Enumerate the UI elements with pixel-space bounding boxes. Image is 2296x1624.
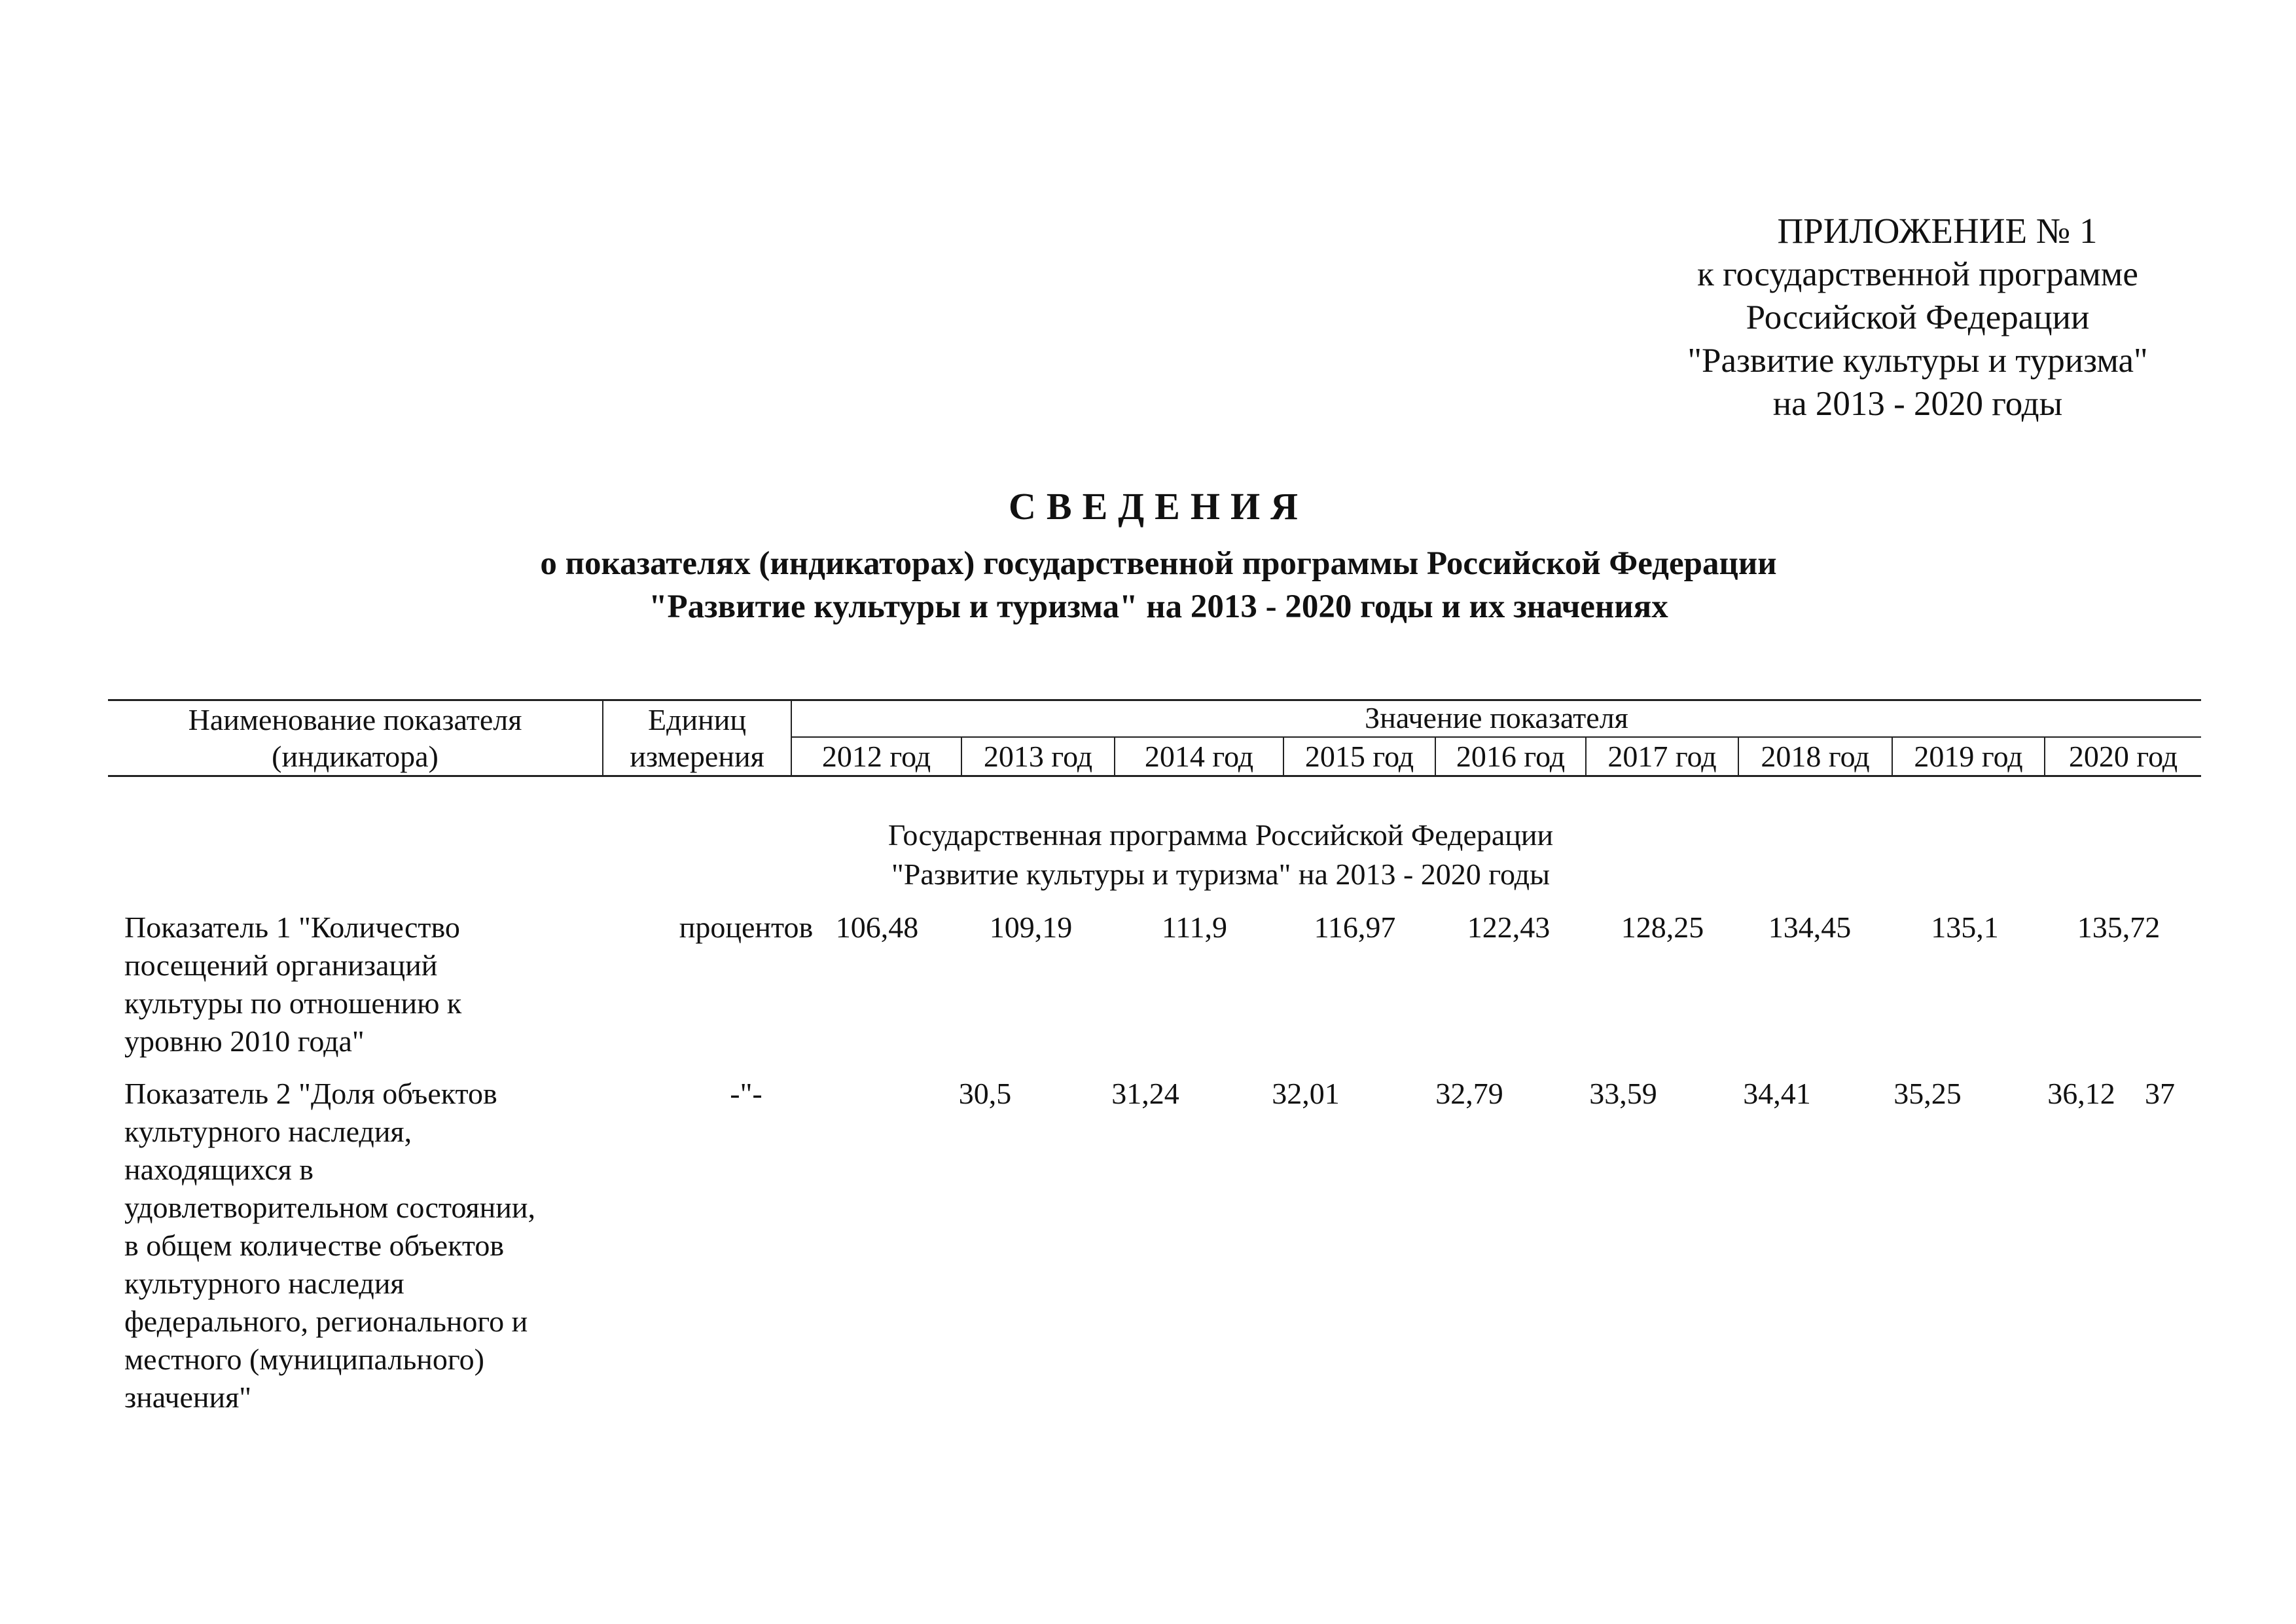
table-row-unit: процентов	[679, 911, 814, 944]
table-cell-value: 111,9	[1161, 911, 1228, 944]
years-header-rule	[792, 736, 2201, 738]
row-name-line: местного (муниципального)	[124, 1343, 484, 1376]
appendix-line-program: к государственной программе	[1697, 255, 2138, 293]
year-header: 2012 год	[821, 740, 931, 773]
subtitle-line-2: "Развитие культуры и туризма" на 2013 - 2020 годы и их значениях	[649, 588, 1668, 625]
table-cell-value: 37	[2145, 1077, 2175, 1110]
year-header: 2014 год	[1144, 740, 1254, 773]
header-unit-line-2: измерения	[630, 740, 764, 773]
appendix-block	[1623, 209, 2212, 425]
header-name	[108, 702, 602, 775]
year-header: 2019 год	[1914, 740, 2023, 773]
table-cell-value: 116,97	[1314, 911, 1396, 944]
row-name-line: уровню 2010 года"	[124, 1024, 365, 1058]
year-header: 2020 год	[2068, 740, 2178, 773]
table-cell-value: 128,25	[1621, 911, 1704, 944]
document-subtitle	[0, 542, 2296, 628]
document-title: СВЕДЕНИЯ	[1009, 485, 1308, 528]
header-name-line-2: (индикатора)	[272, 740, 439, 773]
row-name-line: значения"	[124, 1380, 252, 1414]
appendix-line-years: на 2013 - 2020 годы	[1772, 385, 2063, 423]
subtitle-line-1: о показателях (индикаторах) государственной программы Российской Федерации	[540, 545, 1777, 582]
section-caption-line-2: "Развитие культуры и туризма" на 2013 - 2020 годы	[891, 857, 1550, 891]
row-name-line: Показатель 2 "Доля объектов	[124, 1077, 497, 1110]
table-cell-value: 135,1	[1931, 911, 1999, 944]
row-name-line: находящихся в	[124, 1153, 314, 1186]
section-caption-line-1: Государственная программа Российской Федерации	[888, 818, 1554, 852]
section-caption	[762, 816, 1679, 894]
row-name-line: культурного наследия	[124, 1267, 404, 1300]
table-cell-value: 135,72	[2077, 911, 2161, 944]
table-row-name	[124, 1075, 596, 1416]
table-row-unit: -"-	[730, 1077, 762, 1110]
row-name-line: посещений организаций	[124, 948, 438, 982]
table-cell-value: 36,12	[2047, 1077, 2115, 1110]
table-row-name	[124, 909, 596, 1060]
row-name-line: Показатель 1 "Количество	[124, 911, 460, 944]
row-name-line: культурного наследия,	[124, 1115, 412, 1148]
indicators-table	[108, 699, 2201, 1452]
row-name-line: в общем количестве объектов	[124, 1229, 505, 1262]
row-name-line: культуры по отношению к	[124, 986, 462, 1020]
year-header: 2017 год	[1607, 740, 1717, 773]
row-name-line: удовлетворительном состоянии,	[124, 1191, 536, 1224]
header-unit	[603, 702, 791, 775]
table-cell-value: 34,41	[1743, 1077, 1811, 1110]
table-cell-value: 30,5	[958, 1077, 1012, 1110]
row-name-line: федерального, регионального и	[124, 1305, 528, 1338]
table-cell-value: 33,59	[1589, 1077, 1657, 1110]
header-name-line-1: Наименование показателя	[188, 703, 522, 736]
header-value-group: Значение показателя	[1365, 701, 1628, 734]
year-header: 2015 год	[1304, 740, 1414, 773]
year-header: 2018 год	[1761, 740, 1870, 773]
table-cell-value: 106,48	[835, 911, 919, 944]
table-top-rule	[108, 699, 2201, 701]
year-header: 2013 год	[983, 740, 1093, 773]
appendix-number: ПРИЛОЖЕНИЕ № 1	[1777, 211, 2098, 251]
year-header: 2016 год	[1456, 740, 1566, 773]
table-cell-value: 32,01	[1272, 1077, 1340, 1110]
appendix-line-program-name: "Развитие культуры и туризма"	[1687, 342, 2148, 380]
table-cell-value: 109,19	[989, 911, 1073, 944]
table-cell-value: 134,45	[1768, 911, 1852, 944]
table-cell-value: 35,25	[1893, 1077, 1962, 1110]
table-cell-value: 32,79	[1435, 1077, 1503, 1110]
table-cell-value: 31,24	[1111, 1077, 1179, 1110]
header-bottom-rule	[108, 775, 2201, 777]
table-cell-value: 122,43	[1467, 911, 1551, 944]
header-unit-line-1: Единиц	[648, 703, 746, 736]
appendix-line-federation: Российской Федерации	[1746, 298, 2090, 336]
